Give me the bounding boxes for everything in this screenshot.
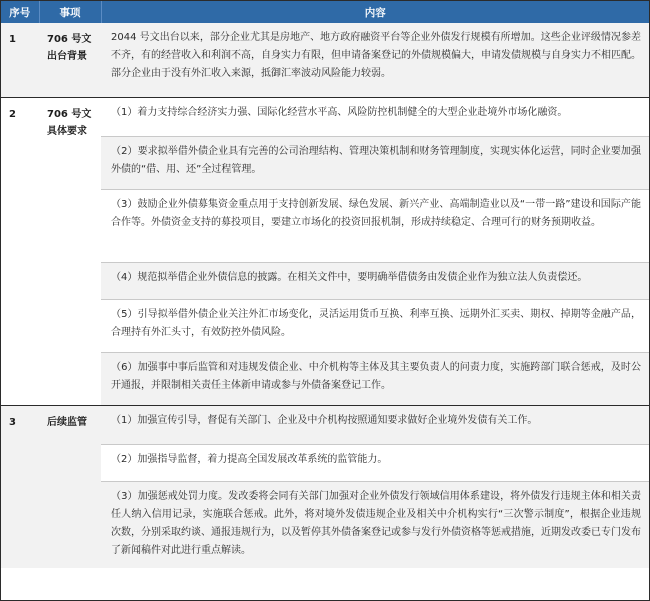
row-item: 706 号文具体要求	[39, 98, 101, 406]
table-row	[1, 23, 649, 98]
content-paragraph: （3）加强惩戒处罚力度。发改委将会同有关部门加强对企业外债发行领域信用体系建设，将外债发行违规主体和相关责任人纳入信用记录，实施联合惩戒。此外，将对境外发债违规企业及相关中介机构实行“三次警示制度”，根据企业违规次数，分别采取约谈、通报违规行为，以及暂停其外债备案登记或参与发行外债资格等惩戒措施，近期发改委已专门发布了新闻稿件对此进行重点解读。	[101, 481, 649, 568]
content-paragraph: （2）加强指导监督，着力提高全国发展改革系统的监管能力。	[101, 444, 649, 481]
content-paragraph: （4）规范拟举借企业外债信息的披露。在相关文件中，要明确举借债务由发债企业作为独立法人负责偿还。	[101, 262, 649, 299]
row-item: 706 号文出台背景	[39, 23, 101, 98]
table-header-row	[1, 1, 649, 23]
table-row	[1, 98, 649, 406]
content-paragraph: 2044 号文出台以来，部分企业尤其是房地产、地方政府融资平台等企业外债发行规模有所增加。这些企业评级情况参差不齐，有的经营收入和利润不高，自身实力有限，但申请备案登记的外债规模偏大，申请发债规模与自身实力不相匹配。部分企业由于没有外汇收入来源，抵御汇率波动风险能力较弱。	[111, 32, 641, 79]
row-content	[101, 98, 649, 406]
header-no: 序号	[1, 1, 39, 23]
content-paragraph: （1）加强宣传引导，督促有关部门、企业及中介机构按照通知要求做好企业境外发债有关工作。	[101, 406, 649, 444]
row-number: 3	[1, 406, 39, 569]
content-paragraph: （6）加强事中事后监管和对违规发债企业、中介机构等主体及其主要负责人的问责力度，实施跨部门联合惩戒，及时公开通报，并限制相关责任主体新申请或参与外债备案登记工作。	[101, 352, 649, 405]
row-number: 2	[1, 98, 39, 406]
header-item: 事项	[39, 1, 101, 23]
content-paragraph: （5）引导拟举借外债企业关注外汇市场变化，灵活运用货币互换、利率互换、远期外汇买卖、期权、掉期等金融产品，合理持有外汇头寸，有效防控外债风险。	[101, 299, 649, 352]
row-content	[101, 406, 649, 569]
table-row	[1, 406, 649, 569]
content-paragraph: （3）鼓励企业外债募集资金重点用于支持创新发展、绿色发展、新兴产业、高端制造业以及“一带一路”建设和国际产能合作等。外债资金支持的募投项目，要建立市场化的投资回报机制，形成持续稳定、合理可行的财务预期收益。	[101, 189, 649, 262]
content-paragraph: （1）着力支持综合经济实力强、国际化经营水平高、风险防控机制健全的大型企业赴境外市场化融资。	[101, 98, 649, 136]
policy-table	[1, 1, 649, 568]
header-content: 内容	[101, 1, 649, 23]
row-item: 后续监管	[39, 406, 101, 569]
content-paragraph: （2）要求拟举借外债企业具有完善的公司治理结构、管理决策机制和财务管理制度，实现实体化运营，同时企业要加强外债的“借、用、还”全过程管理。	[101, 136, 649, 189]
row-content	[101, 23, 649, 98]
row-number: 1	[1, 23, 39, 98]
